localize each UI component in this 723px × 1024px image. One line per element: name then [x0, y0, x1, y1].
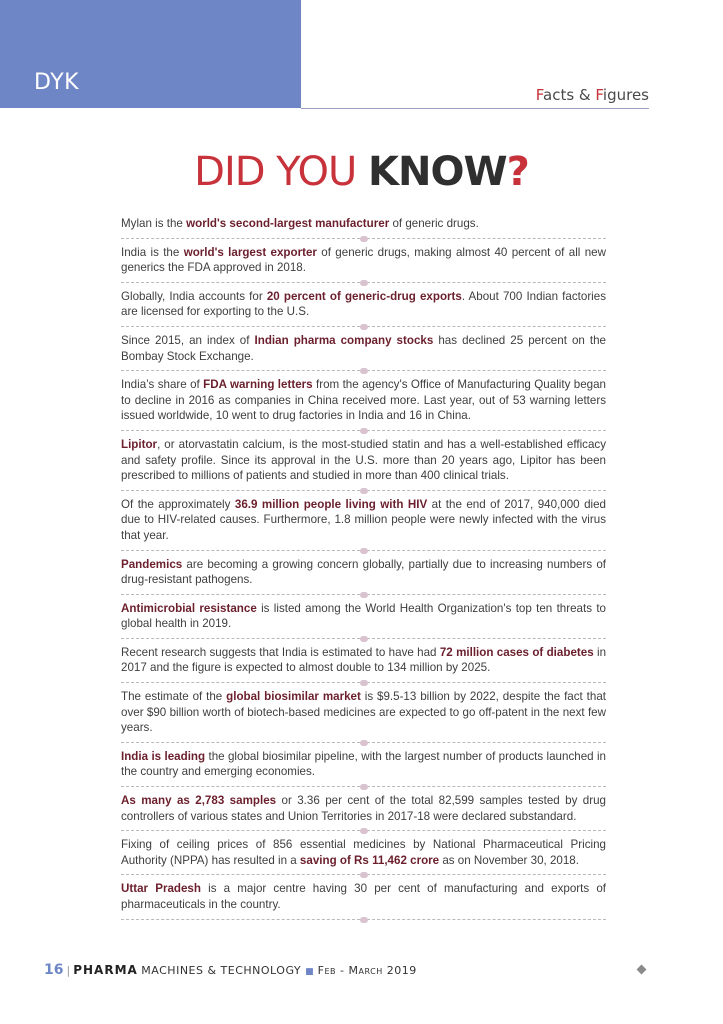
fact-item [121, 557, 606, 595]
fact-highlight: 36.9 million people living with HIV [234, 497, 428, 511]
fact-item [121, 245, 606, 283]
divider-knob-icon [360, 680, 368, 686]
fact-highlight: As many as 2,783 samples [121, 794, 277, 808]
section-label: DYK [34, 70, 80, 95]
page-title [0, 148, 723, 196]
fact-highlight: Antimicrobial resistance [121, 601, 257, 615]
fact-text: India is the [121, 245, 184, 259]
title-part-1: DID YOU [194, 149, 369, 195]
header-rule [301, 108, 649, 109]
divider-knob-icon [360, 917, 368, 923]
fact-highlight: world's second-largest manufacturer [186, 217, 390, 230]
fact-item [121, 601, 606, 639]
fact-text: Of the approximately [121, 497, 235, 511]
fact-item [121, 749, 606, 787]
divider-knob-icon [360, 280, 368, 286]
divider-knob-icon [360, 548, 368, 554]
section-tag-initial-2: F [595, 86, 603, 104]
diamond-icon [637, 965, 647, 975]
divider-knob-icon [360, 872, 368, 878]
title-part-2: KNOW [368, 149, 507, 195]
publication-brand: PHARMA [73, 963, 138, 977]
fact-text: is listed among the World Health Organization's top ten threats to global health in 2019. [121, 601, 607, 631]
section-tag-text-1: acts & [543, 86, 596, 104]
fact-item [121, 216, 606, 239]
fact-highlight: Pandemics [121, 557, 183, 571]
fact-text: India’s share of [121, 378, 204, 392]
divider-knob-icon [360, 488, 368, 494]
footer-separator: | [66, 964, 71, 977]
fact-text: is a major centre having 30 per cent of manufacturing and exports of pharmaceuticals in the country. [121, 882, 606, 911]
fact-text: Recent research suggests that India is estimated to have had [121, 645, 440, 659]
fact-highlight: India is leading [121, 749, 206, 763]
fact-text: . About 700 Indian factories are licensed for exporting to the U.S. [121, 289, 606, 319]
section-tag [536, 86, 649, 104]
fact-highlight: Uttar Pradesh [121, 882, 201, 896]
fact-highlight: 20 percent of generic-drug exports [266, 289, 462, 303]
fact-text: Since 2015, an index of [121, 333, 255, 347]
title-question-mark: ? [506, 149, 529, 195]
fact-item [121, 793, 606, 831]
fact-text: at the end of 2017, 940,000 died due to HIV-related causes. Furthermore, 1.8 million people were newly infected with the virus that year. [121, 497, 607, 542]
section-tag-text-2: igures [602, 86, 649, 104]
fact-text: are becoming a growing concern globally, partially due to increasing numbers of drug-resistant pathogens. [121, 557, 606, 587]
fact-highlight: saving of Rs 11,462 crore [299, 853, 440, 867]
fact-text: of generic drugs, making almost 40 percent of all new generics the FDA approved in 2018. [121, 245, 606, 275]
fact-text: has declined 25 percent on the Bombay Stock Exchange. [121, 333, 607, 363]
fact-text: or 3.36 per cent of the total 82,599 samples tested by drug controllers of various states and Union Territories in 2017-18 were declared substandard. [121, 794, 606, 823]
fact-text: from the agency's Office of Manufacturing Quality began to decline in 2016 as companies in China received more. Last year, out of 53 warning letters issued worldwide, 10 went to drug factories in India and 16 in China. [121, 378, 606, 423]
divider-knob-icon [360, 368, 368, 374]
fact-text: of generic drugs. [389, 217, 479, 230]
fact-item [121, 289, 606, 327]
fact-text: Mylan is the [121, 217, 187, 230]
fact-item [121, 881, 606, 919]
fact-text: is $9.5-13 billion by 2022, despite the fact that over $90 billion worth of biotech-based medicines are expected to go off-patent in the next few years. [121, 690, 606, 735]
fact-text: the global biosimilar pipeline, with the largest number of products launched in the country and emerging economies. [121, 749, 607, 779]
fact-text: in 2017 and the figure is expected to almost double to 134 million by 2025. [121, 645, 607, 675]
facts-list [121, 216, 606, 926]
fact-highlight: FDA warning letters [203, 378, 313, 392]
divider-knob-icon [360, 324, 368, 330]
fact-item [121, 333, 606, 371]
fact-item [121, 837, 606, 875]
publication-brand-rest: MACHINES & TECHNOLOGY [141, 964, 302, 977]
fact-highlight: Indian pharma company stocks [254, 333, 434, 347]
divider-knob-icon [360, 828, 368, 834]
divider-knob-icon [360, 592, 368, 598]
fact-text: Fixing of ceiling prices of 856 essential medicines by National Pharmaceutical Pricing Authority (NPPA) has resulted in a [121, 838, 606, 867]
section-tag-initial-1: F [535, 86, 543, 104]
fact-item [121, 377, 606, 431]
fact-text: , or atorvastatin calcium, is the most-studied statin and has a well-established efficacy and safety profile. Since its approval in the U.S. more than 20 years ago, Lipitor has been prescribed to millions of patients and studied in more than 400 clinical trials. [121, 437, 606, 483]
fact-item [121, 645, 606, 683]
fact-text: as on November 30, 2018. [439, 853, 579, 867]
fact-highlight: world's largest exporter [183, 245, 317, 259]
fact-highlight: 72 million cases of diabetes [439, 645, 594, 659]
page-number: 16 [44, 962, 64, 978]
issue-date: Feb - March 2019 [317, 964, 417, 977]
divider-knob-icon [360, 236, 368, 242]
fact-text: Globally, India accounts for [121, 289, 267, 303]
fact-highlight: Lipitor [121, 437, 158, 451]
fact-item [121, 437, 606, 491]
footer-square-icon: ■ [305, 967, 314, 977]
fact-highlight: global biosimilar market [226, 690, 361, 704]
divider-knob-icon [360, 784, 368, 790]
fact-text: The estimate of the [121, 690, 227, 704]
fact-item [121, 689, 606, 743]
fact-item [121, 497, 606, 551]
divider-knob-icon [360, 636, 368, 642]
divider-knob-icon [360, 428, 368, 434]
divider-knob-icon [360, 740, 368, 746]
page-footer [44, 962, 417, 978]
